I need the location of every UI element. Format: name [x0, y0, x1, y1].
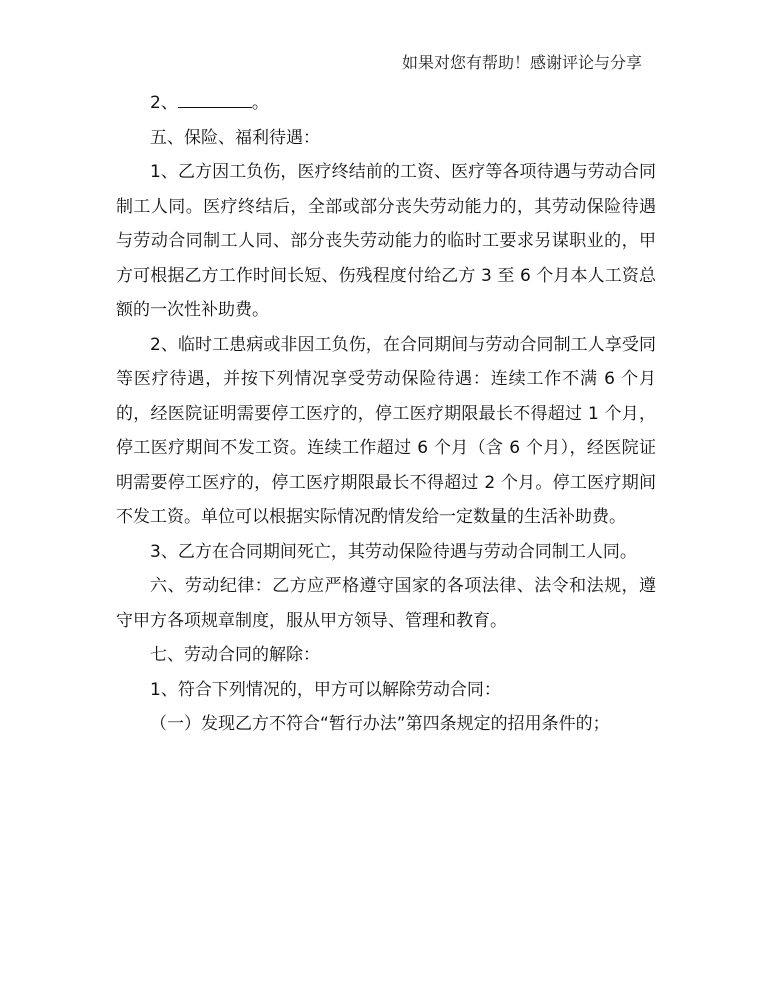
document-body — [116, 86, 656, 742]
section-7-title: 七、劳动合同的解除： — [150, 645, 320, 665]
item-2-blank-line — [116, 86, 656, 121]
fill-in-blank — [178, 89, 252, 108]
section-7-paragraph-1: 1、符合下列情况的，甲方可以解除劳动合同： — [150, 679, 501, 700]
section-7-item-1: （一）发现乙方不符合“暂行办法”第四条规定的招用条件的； — [150, 714, 610, 734]
section-5-paragraph-3: 3、乙方在合同期间死亡，其劳动保险待遇与劳动合同制工人同。 — [150, 541, 637, 562]
header-note: 如果对您有帮助！感谢评论与分享 — [401, 53, 642, 72]
section-5-paragraph-1: 1、乙方因工负伤，医疗终结前的工资、医疗等各项待遇与劳动合同制工人同。医疗终结后，全部或部分丧失劳动能力的，其劳动保险待遇与劳动合同制工人同、部分丧失劳动能力的临时工要求另谋职业的，甲方可根据乙方工作时间长短、伤残程度付给乙方 3 至 6 个月本人工资总额的一次性补助费。 — [116, 162, 656, 320]
section-5-title: 五、保险、福利待遇： — [150, 127, 320, 148]
item-2-suffix: 。 — [251, 93, 269, 113]
section-5-paragraph-2: 2、临时工患病或非因工负伤，在合同期间与劳动合同制工人享受同等医疗待遇，并按下列情况享受劳动保险待遇：连续工作不满 6 个月的，经医院证明需要停工医疗的，停工医疗期限最长不得超过 1 个月，停工医疗期间不发工资。连续工作超过 6 个月（含 6 个月），经医院证明需要停工医疗的，停工医疗期限最长不得超过 2 个月。停工医疗期间不发工资。单位可以根据实际情况酌情发给一定数量的生活补助费。 — [116, 334, 656, 527]
section-6-paragraph: 六、劳动纪律：乙方应严格遵守国家的各项法律、法令和法规，遵守甲方各项规章制度，服从甲方领导、管理和教育。 — [116, 576, 656, 631]
item-2-prefix: 2、 — [150, 93, 178, 113]
